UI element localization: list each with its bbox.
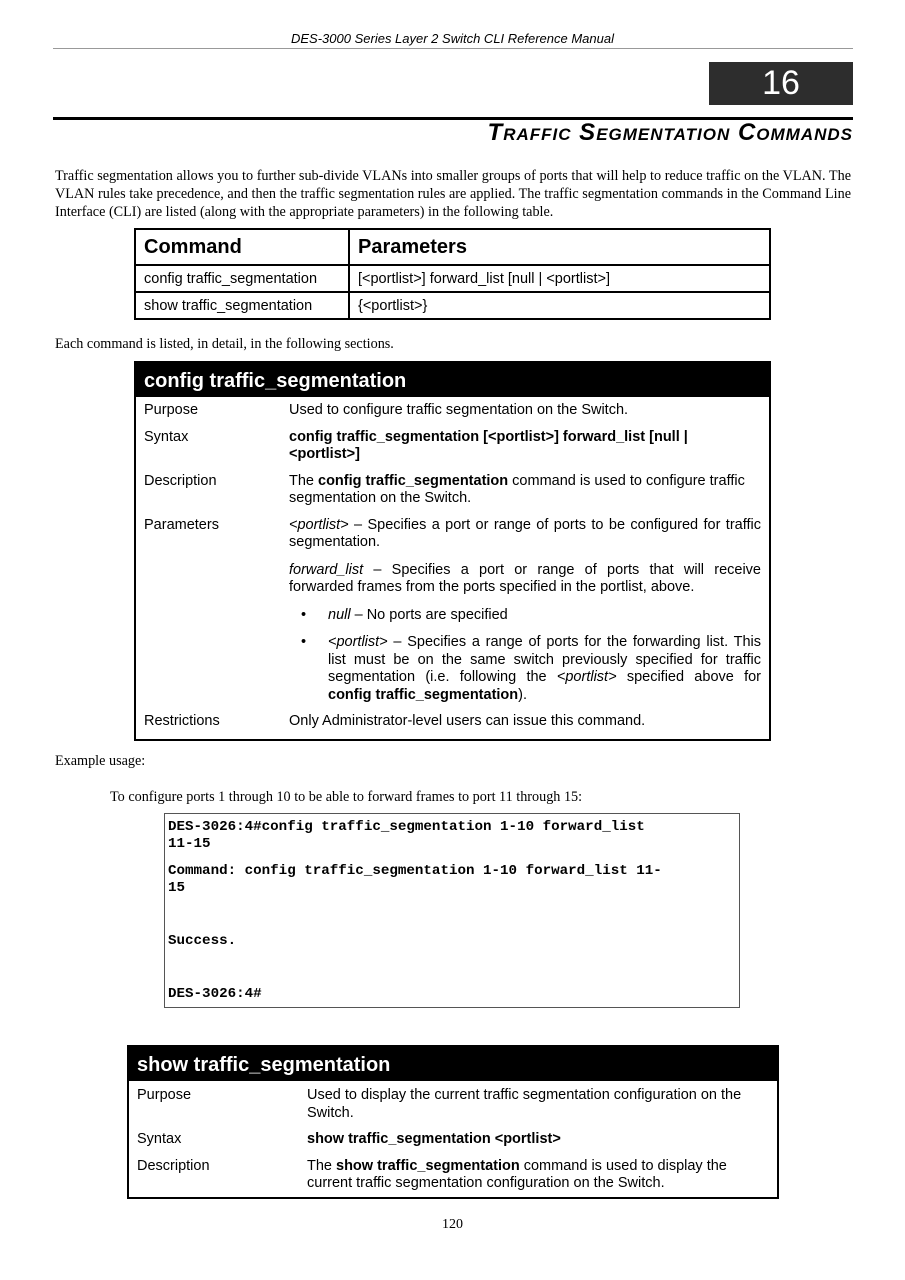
example-label: Example usage: (55, 753, 146, 769)
table-cell: [<portlist>] forward_list [null | <portlist>] (349, 265, 770, 292)
chapter-title: Traffic Segmentation Commands (487, 119, 853, 146)
console-output-box (164, 813, 740, 1008)
config-command-section (134, 361, 771, 741)
example-description: To configure ports 1 through 10 to be able to forward frames to port 11 through 15: (110, 789, 583, 805)
param-portlist: <portlist> – Specifies a port or range of ports to be configured for traffic segmentation. (289, 516, 761, 550)
table-row (135, 265, 770, 292)
syntax-row (129, 1131, 777, 1149)
description-label: Description (137, 1157, 210, 1174)
intro-paragraph: Traffic segmentation allows you to further sub-divide VLANs into smaller groups of ports that will help to reduce traffic on the VLAN. The VLAN rules take precedence, and then the traffic segmentation rules are applied. The traffic segmentation commands in the Command Line Interface (CLI) are listed (along with the appropriate parameters) in the following table. (55, 168, 851, 220)
table-cell: show traffic_segmentation (135, 292, 349, 319)
restrictions-row (136, 713, 769, 731)
description-text: The show traffic_segmentation command is used to display the current traffic segmentation configuration on the Switch. (307, 1157, 727, 1191)
parameters-label: Parameters (144, 516, 219, 533)
page-number: 120 (442, 1217, 463, 1232)
purpose-row (136, 402, 769, 420)
syntax-row (136, 429, 769, 464)
purpose-text: Used to configure traffic segmentation on the Switch. (289, 402, 629, 418)
running-header: DES-3000 Series Layer 2 Switch CLI Reference Manual (291, 31, 614, 46)
table-row (135, 292, 770, 319)
console-line: 15 (168, 880, 186, 896)
section-title: config traffic_segmentation (136, 363, 769, 397)
table-header-parameters: Parameters (349, 229, 770, 265)
syntax-label: Syntax (137, 1131, 182, 1147)
purpose-label: Purpose (144, 402, 199, 418)
syntax-text: config traffic_segmentation [<portlist>] forward_list [null | <portlist>] (289, 428, 688, 462)
parameters-row (136, 517, 769, 705)
syntax-label: Syntax (144, 428, 189, 445)
console-line: DES-3026:4#config traffic_segmentation 1-10 forward_list (168, 819, 645, 835)
console-line: DES-3026:4# (168, 986, 262, 1002)
purpose-row (129, 1087, 777, 1122)
command-summary-table (134, 228, 771, 320)
table-header-command: Command (135, 229, 349, 265)
description-label: Description (144, 472, 217, 489)
description-text: The config traffic_segmentation command is used to configure traffic segmentation on the Switch. (289, 472, 745, 506)
section-title: show traffic_segmentation (129, 1047, 777, 1081)
header-divider (53, 48, 853, 49)
restrictions-text: Only Administrator-level users can issue this command. (289, 713, 646, 729)
table-header-row (135, 229, 770, 265)
description-row (129, 1158, 777, 1193)
console-line: Command: config traffic_segmentation 1-10 forward_list 11- (168, 863, 662, 879)
sections-intro-text: Each command is listed, in detail, in the following sections. (55, 336, 394, 352)
table-cell: config traffic_segmentation (135, 265, 349, 292)
table-cell: {<portlist>} (349, 292, 770, 319)
console-line: Success. (168, 933, 237, 949)
purpose-label: Purpose (137, 1087, 192, 1103)
syntax-text: show traffic_segmentation <portlist> (307, 1131, 561, 1147)
restrictions-label: Restrictions (144, 713, 220, 729)
bullet-null: • null – No ports are specified (301, 606, 508, 623)
console-line: 11-15 (168, 836, 211, 852)
bullet-portlist: • <portlist> – Specifies a range of ports for the forwarding list. This list must be on the same switch previously specified for traffic segmentation (i.e. following the <portlist> specified above for config traffic_segmentation). (301, 634, 762, 703)
param-forward-list: forward_list – Specifies a port or range of ports that will receive forwarded frames from the ports specified in the portlist, above. (289, 561, 761, 595)
show-command-section (127, 1045, 779, 1199)
chapter-number-badge: 16 (709, 62, 853, 105)
description-row (136, 473, 769, 508)
purpose-text: Used to display the current traffic segmentation configuration on the Switch. (307, 1087, 742, 1121)
